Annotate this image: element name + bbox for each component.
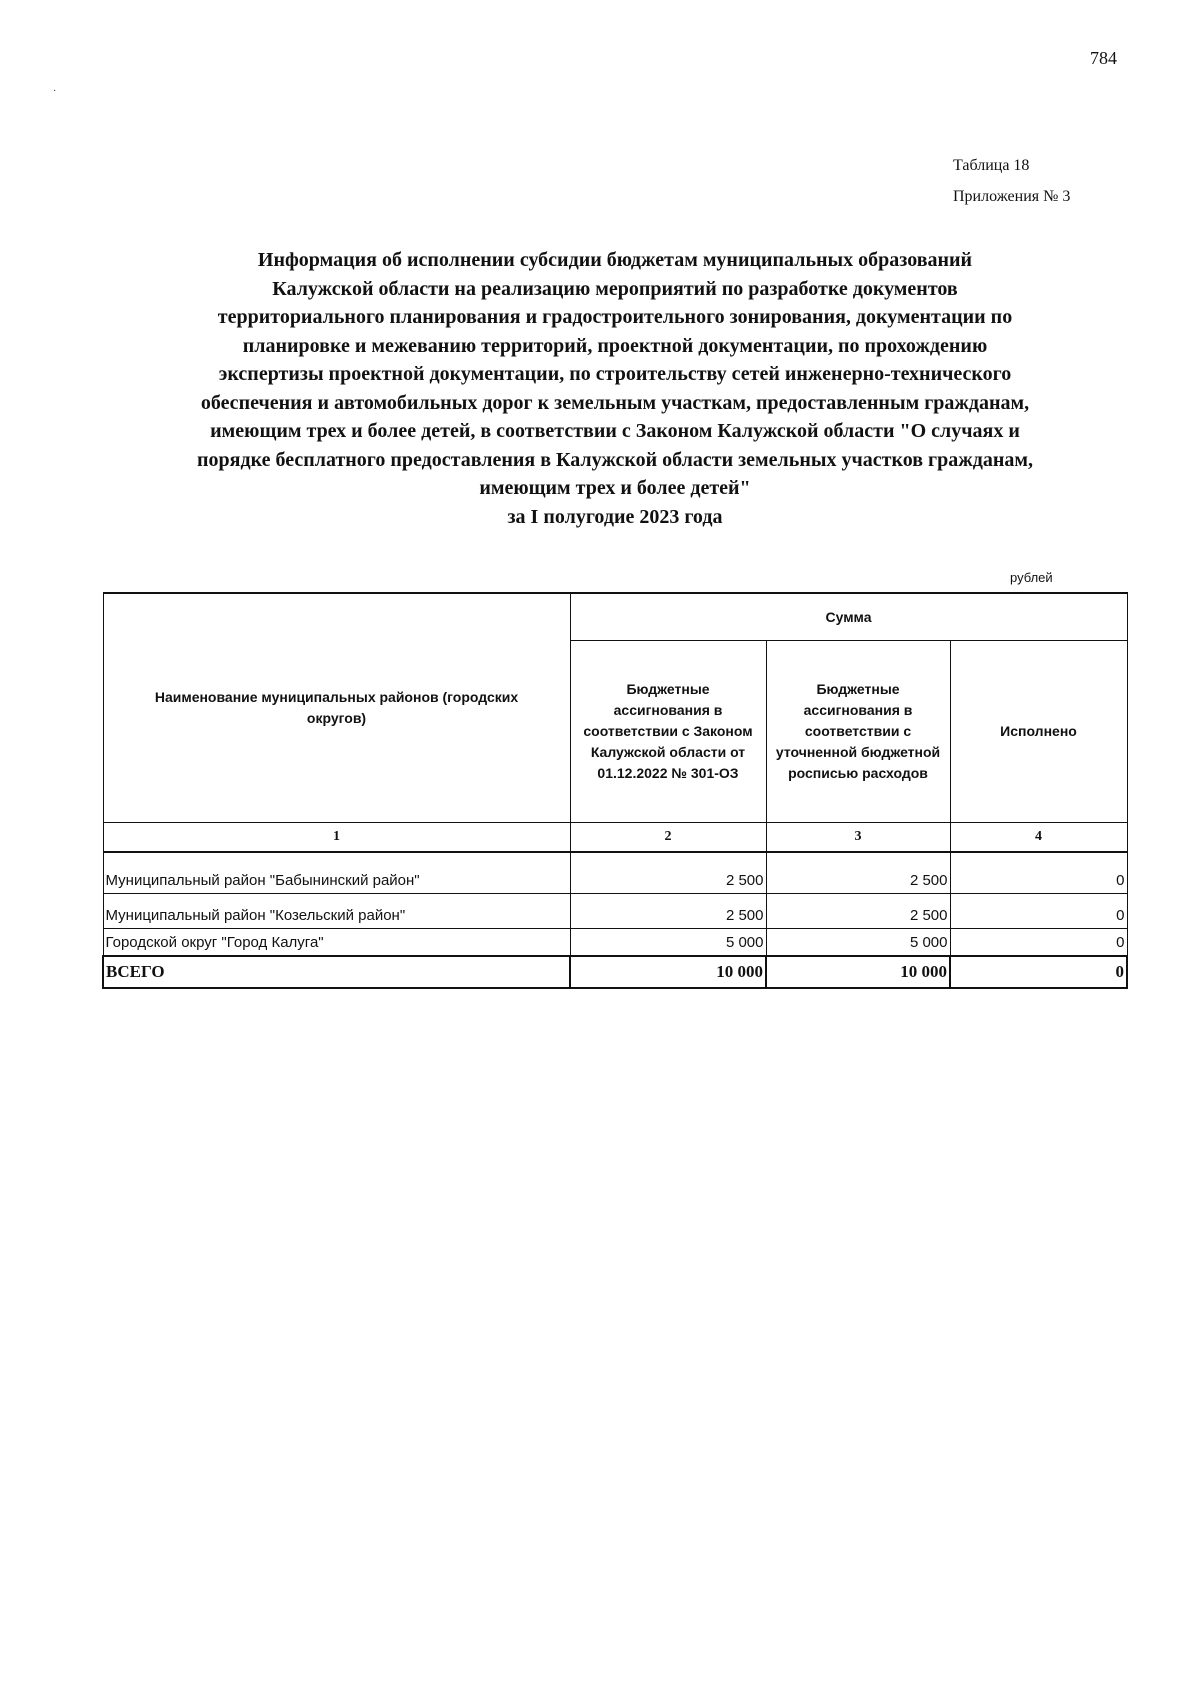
table-row <box>103 929 1127 957</box>
spacer-cell <box>766 894 950 903</box>
title-line: имеющим трех и более детей" <box>479 477 751 499</box>
updated-allocation-value: 5 000 <box>766 929 950 957</box>
scan-speck: · <box>53 86 57 97</box>
executed-value: 0 <box>950 929 1127 957</box>
header-sum: Сумма <box>570 593 1127 641</box>
title-line: имеющим трех и более детей, в соответствии с Законом Калужской области "О случаях и <box>210 420 1020 442</box>
executed-value: 0 <box>950 902 1127 929</box>
spacer-cell <box>103 852 570 867</box>
title-line: экспертизы проектной документации, по строительству сетей инженерно-технического <box>218 363 1012 385</box>
header-updated-allocations: Бюджетные ассигнования в соответствии с уточненной бюджетной росписью расходов <box>766 641 950 823</box>
table-row <box>103 867 1127 894</box>
spacer-cell <box>950 894 1127 903</box>
title-line: Калужской области на реализацию мероприятий по разработке документов <box>272 277 958 300</box>
total-updated-allocation: 10 000 <box>766 956 950 988</box>
municipality-name: Городской округ "Город Калуга" <box>103 929 570 957</box>
table-label: Таблица 18 <box>953 157 1030 174</box>
column-number: 4 <box>950 823 1127 853</box>
law-allocation-value: 2 500 <box>570 902 766 929</box>
column-number: 3 <box>766 823 950 853</box>
total-law-allocation: 10 000 <box>570 956 766 988</box>
executed-value: 0 <box>950 867 1127 894</box>
table-row <box>103 902 1127 929</box>
header-law-allocations: Бюджетные ассигнования в соответствии с Законом Калужской области от 01.12.2022 № 301-ОЗ <box>570 641 766 823</box>
page-number: 784 <box>1090 48 1117 68</box>
spacer-cell <box>103 894 570 903</box>
law-allocation-value: 2 500 <box>570 867 766 894</box>
total-executed: 0 <box>950 956 1127 988</box>
title-line: Информация об исполнении субсидии бюджетам муниципальных образований <box>257 249 973 271</box>
header-executed: Исполнено <box>950 641 1127 823</box>
spacer-cell <box>570 894 766 903</box>
column-number: 1 <box>103 823 570 853</box>
municipality-name: Муниципальный район "Козельский район" <box>103 902 570 929</box>
spacer-cell <box>766 852 950 867</box>
title-line: планировке и межеванию территорий, проектной документации, по прохождению <box>242 334 988 357</box>
spacer-cell <box>950 852 1127 867</box>
title-line: обеспечения и автомобильных дорог к земельным участкам, предоставленным гражданам, <box>200 391 1030 414</box>
table-reference <box>953 150 1070 212</box>
updated-allocation-value: 2 500 <box>766 867 950 894</box>
title-period: за I полугодие 2023 года <box>507 505 723 528</box>
appendix-label: Приложения № 3 <box>953 188 1071 205</box>
spacer-cell <box>570 852 766 867</box>
title-line: порядке бесплатного предоставления в Калужской области земельных участков гражданам, <box>197 448 1033 471</box>
total-row <box>103 956 1127 988</box>
document-title <box>100 246 1130 531</box>
updated-allocation-value: 2 500 <box>766 902 950 929</box>
column-number: 2 <box>570 823 766 853</box>
law-allocation-value: 5 000 <box>570 929 766 957</box>
subsidy-table <box>102 592 1128 989</box>
title-line: территориального планирования и градостроительного зонирования, документации по <box>217 306 1013 328</box>
header-municipality: Наименование муниципальных районов (городских округов) <box>103 593 570 823</box>
municipality-name: Муниципальный район "Бабынинский район" <box>103 867 570 894</box>
total-label: ВСЕГО <box>103 956 570 988</box>
units-label: рублей <box>1010 570 1053 585</box>
